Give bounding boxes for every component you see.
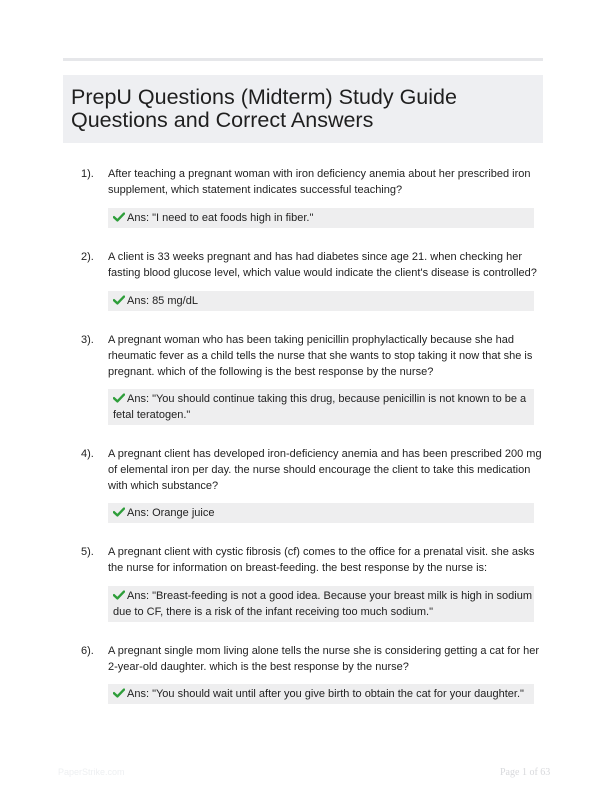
question-line: A pregnant woman who has been taking penicillin prophylactically because she had <box>108 334 515 346</box>
question-line: rheumatic fever as a child tells the nurse that she wants to stop taking it now that she is <box>108 350 533 362</box>
question-line: A pregnant client has developed iron-deficiency anemia and has been prescribed 200 mg <box>108 448 542 460</box>
question-number: 2). <box>81 251 94 263</box>
question-text <box>108 332 538 380</box>
answer-box <box>108 389 534 425</box>
question-line: A client is 33 weeks pregnant and has had diabetes since age 21. when checking her <box>108 251 522 263</box>
answer-box <box>108 291 534 311</box>
answer-text: Ans: 85 mg/dL <box>127 295 198 307</box>
answer-text: Ans: Orange juice <box>127 507 215 519</box>
question-number: 6). <box>81 645 94 657</box>
question-number: 4). <box>81 448 94 460</box>
question-line: A pregnant single mom living alone tells the nurse she is considering getting a cat for her <box>108 645 540 657</box>
footer-watermark: PaperStrike.com <box>58 767 125 777</box>
answer-box <box>108 586 534 622</box>
question-text <box>108 446 542 494</box>
top-divider <box>63 58 543 61</box>
question-line: the nurse for information on breast-feeding. the best response by the nurse is: <box>108 562 488 574</box>
check-icon <box>113 212 125 222</box>
title-box <box>63 75 543 143</box>
question-line: 2-year-old daughter. which is the best response by the nurse? <box>108 661 409 673</box>
answer-box <box>108 503 534 523</box>
question-line: of elemental iron per day. the nurse should encourage the client to take this medication <box>108 464 531 476</box>
question-number: 1). <box>81 168 94 180</box>
answer-text-line: Ans: "You should continue taking this drug, because penicillin is not known to be a <box>127 393 527 405</box>
question-text <box>108 166 538 198</box>
question-line: pregnant. which of the following is the best response by the nurse? <box>108 366 434 378</box>
question-number: 3). <box>81 334 94 346</box>
answer-text: Ans: "You should wait until after you give birth to obtain the cat for your daughter." <box>127 688 524 700</box>
page-title-line-1: PrepU Questions (Midterm) Study Guide <box>71 85 457 109</box>
answer-box <box>108 684 534 704</box>
check-icon <box>113 393 125 403</box>
answer-box <box>108 208 534 228</box>
question-line: After teaching a pregnant woman with iron deficiency anemia about her prescribed iron <box>108 168 531 180</box>
check-icon <box>113 507 125 517</box>
answer-text-line: due to CF, there is a risk of the infant receiving too much sodium." <box>113 606 434 618</box>
check-icon <box>113 295 125 305</box>
page-number: Page 1 of 63 <box>500 767 551 778</box>
check-icon <box>113 688 125 698</box>
answer-text-line: Ans: "Breast-feeding is not a good idea. Because your breast milk is high in sodium <box>127 590 533 602</box>
question-line: with which substance? <box>108 480 219 492</box>
question-line: A pregnant client with cystic fibrosis (cf) comes to the office for a prenatal visit. she asks <box>108 546 535 558</box>
question-text <box>108 643 538 675</box>
page-title-line-2: Questions and Correct Answers <box>71 108 374 132</box>
question-text <box>108 249 538 281</box>
question-number: 5). <box>81 546 94 558</box>
answer-text-line: fetal teratogen." <box>113 409 191 421</box>
question-text <box>108 544 538 576</box>
question-line: fasting blood glucose level, which value would indicate the client's disease is controlled? <box>108 267 537 279</box>
answer-text: Ans: "I need to eat foods high in fiber." <box>127 212 314 224</box>
check-icon <box>113 590 125 600</box>
question-line: supplement, which statement indicates successful teaching? <box>108 184 403 196</box>
